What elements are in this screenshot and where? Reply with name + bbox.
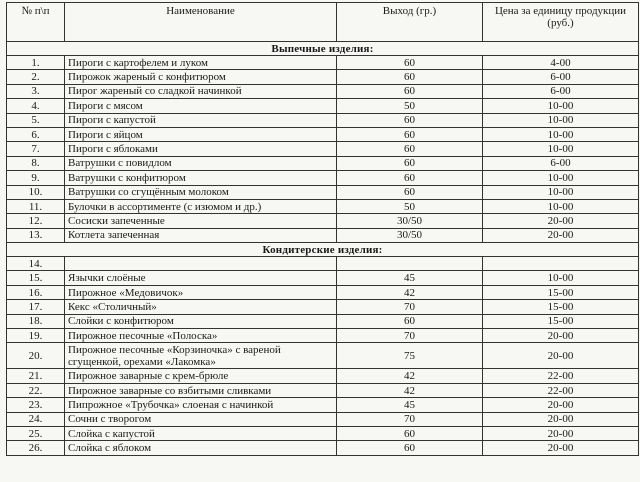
row-price: 15-00 <box>483 314 639 328</box>
row-number: 3. <box>7 84 65 98</box>
row-name: Ватрушки с повидлом <box>65 156 337 170</box>
row-price: 10-00 <box>483 185 639 199</box>
row-output: 45 <box>337 271 483 285</box>
row-price: 22-00 <box>483 369 639 383</box>
table-row <box>7 171 639 185</box>
header-output: Выход (гр.) <box>337 3 483 42</box>
row-price: 22-00 <box>483 383 639 397</box>
row-price: 20-00 <box>483 228 639 242</box>
row-number: 13. <box>7 228 65 242</box>
table-row <box>7 142 639 156</box>
row-price: 15-00 <box>483 285 639 299</box>
table-row <box>7 398 639 412</box>
row-price: 6-00 <box>483 84 639 98</box>
row-output: 60 <box>337 70 483 84</box>
row-output: 50 <box>337 199 483 213</box>
header-num: № п\п <box>7 3 65 42</box>
row-name: Пироги с мясом <box>65 99 337 113</box>
row-price: 20-00 <box>483 214 639 228</box>
row-name: Пироги с яблоками <box>65 142 337 156</box>
row-number: 9. <box>7 171 65 185</box>
table-row <box>7 185 639 199</box>
row-output: 60 <box>337 84 483 98</box>
row-price: 4-00 <box>483 56 639 70</box>
table-row <box>7 383 639 397</box>
row-output: 42 <box>337 369 483 383</box>
row-price: 20-00 <box>483 329 639 343</box>
header-price: Цена за единицу продукции (руб.) <box>483 3 639 42</box>
row-number: 25. <box>7 426 65 440</box>
row-output: 70 <box>337 329 483 343</box>
row-output: 60 <box>337 171 483 185</box>
row-name <box>65 257 337 271</box>
row-name: Пипрожное «Трубочка» слоеная с начинкой <box>65 398 337 412</box>
section-title: Кондитерские изделия: <box>7 243 639 257</box>
row-output: 50 <box>337 99 483 113</box>
row-output: 42 <box>337 383 483 397</box>
row-name: Пироги с картофелем и луком <box>65 56 337 70</box>
row-number: 4. <box>7 99 65 113</box>
row-number: 2. <box>7 70 65 84</box>
row-output: 60 <box>337 185 483 199</box>
table-row <box>7 257 639 271</box>
table-row <box>7 70 639 84</box>
table-row <box>7 343 639 369</box>
row-price: 6-00 <box>483 156 639 170</box>
row-output: 60 <box>337 142 483 156</box>
row-number: 14. <box>7 257 65 271</box>
table-row <box>7 127 639 141</box>
row-price: 6-00 <box>483 70 639 84</box>
row-name: Ватрушки со сгущённым молоком <box>65 185 337 199</box>
table-row <box>7 84 639 98</box>
row-number: 8. <box>7 156 65 170</box>
row-number: 19. <box>7 329 65 343</box>
row-price: 10-00 <box>483 171 639 185</box>
table-row <box>7 271 639 285</box>
row-output: 75 <box>337 343 483 369</box>
header-name: Наименование <box>65 3 337 42</box>
row-output: 60 <box>337 113 483 127</box>
table-row <box>7 426 639 440</box>
section-row <box>7 42 639 56</box>
row-price: 10-00 <box>483 199 639 213</box>
row-name: Пирожное «Медовичок» <box>65 285 337 299</box>
row-name: Котлета запеченная <box>65 228 337 242</box>
row-price <box>483 257 639 271</box>
row-output: 45 <box>337 398 483 412</box>
row-output: 60 <box>337 127 483 141</box>
row-name: Кекс «Столичный» <box>65 300 337 314</box>
row-number: 18. <box>7 314 65 328</box>
table-row <box>7 329 639 343</box>
row-number: 11. <box>7 199 65 213</box>
row-output: 60 <box>337 314 483 328</box>
row-price: 10-00 <box>483 127 639 141</box>
row-number: 5. <box>7 113 65 127</box>
row-number: 26. <box>7 441 65 455</box>
row-price: 20-00 <box>483 441 639 455</box>
row-output: 42 <box>337 285 483 299</box>
row-output: 60 <box>337 156 483 170</box>
row-number: 23. <box>7 398 65 412</box>
row-output: 70 <box>337 300 483 314</box>
row-name: Сосиски запеченные <box>65 214 337 228</box>
row-price: 20-00 <box>483 412 639 426</box>
table-row <box>7 369 639 383</box>
row-name: Булочки в ассортименте (с изюмом и др.) <box>65 199 337 213</box>
price-table <box>6 2 639 456</box>
section-title: Выпечные изделия: <box>7 42 639 56</box>
table-row <box>7 314 639 328</box>
row-price: 20-00 <box>483 343 639 369</box>
row-price: 10-00 <box>483 142 639 156</box>
row-price: 15-00 <box>483 300 639 314</box>
table-row <box>7 99 639 113</box>
table-body <box>7 42 639 456</box>
table-row <box>7 285 639 299</box>
row-output: 60 <box>337 56 483 70</box>
row-name: Пирожное песочные «Полоска» <box>65 329 337 343</box>
row-name: Пироги с яйцом <box>65 127 337 141</box>
row-number: 16. <box>7 285 65 299</box>
table-header-row <box>7 3 639 42</box>
row-number: 24. <box>7 412 65 426</box>
table-row <box>7 214 639 228</box>
row-number: 22. <box>7 383 65 397</box>
row-name: Слойка с капустой <box>65 426 337 440</box>
row-number: 12. <box>7 214 65 228</box>
row-output: 60 <box>337 441 483 455</box>
row-name: Сочни с творогом <box>65 412 337 426</box>
row-number: 15. <box>7 271 65 285</box>
row-name: Пироги с капустой <box>65 113 337 127</box>
row-name: Пирожное заварные со взбитыми сливками <box>65 383 337 397</box>
row-name: Пирожное песочные «Корзиночка» с вареной сгущенкой, орехами «Лакомка» <box>65 343 337 369</box>
row-name: Пирожное заварные с крем-брюле <box>65 369 337 383</box>
row-name: Пирог жареный со сладкой начинкой <box>65 84 337 98</box>
row-number: 10. <box>7 185 65 199</box>
table-row <box>7 300 639 314</box>
table-row <box>7 113 639 127</box>
table-row <box>7 156 639 170</box>
table-row <box>7 56 639 70</box>
row-name: Слойка с яблоком <box>65 441 337 455</box>
section-row <box>7 243 639 257</box>
row-price: 10-00 <box>483 271 639 285</box>
row-output: 30/50 <box>337 214 483 228</box>
row-name: Пирожок жареный с конфитюром <box>65 70 337 84</box>
row-price: 10-00 <box>483 113 639 127</box>
row-output <box>337 257 483 271</box>
row-name: Слойки с конфитюром <box>65 314 337 328</box>
row-number: 7. <box>7 142 65 156</box>
row-price: 10-00 <box>483 99 639 113</box>
row-output: 60 <box>337 426 483 440</box>
row-price: 20-00 <box>483 426 639 440</box>
row-number: 20. <box>7 343 65 369</box>
table-row <box>7 412 639 426</box>
row-number: 17. <box>7 300 65 314</box>
table-row <box>7 228 639 242</box>
row-output: 30/50 <box>337 228 483 242</box>
row-price: 20-00 <box>483 398 639 412</box>
row-name: Ватрушки с конфитюром <box>65 171 337 185</box>
row-number: 21. <box>7 369 65 383</box>
row-output: 70 <box>337 412 483 426</box>
row-number: 1. <box>7 56 65 70</box>
table-row <box>7 441 639 455</box>
row-name: Язычки слоёные <box>65 271 337 285</box>
table-row <box>7 199 639 213</box>
row-number: 6. <box>7 127 65 141</box>
